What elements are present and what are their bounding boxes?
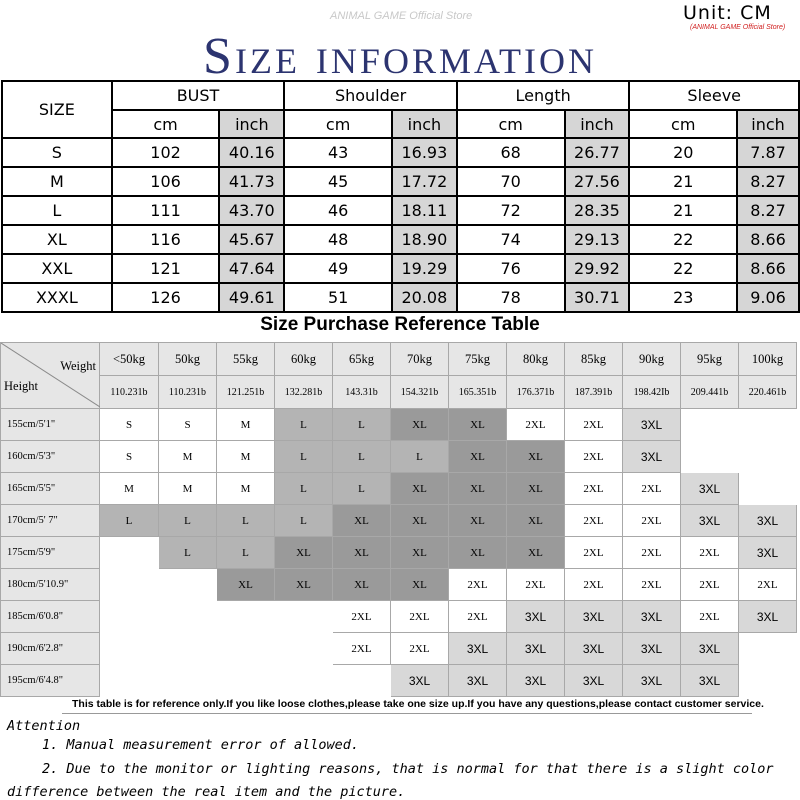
empty-cell xyxy=(159,665,217,697)
weight-kg-header: 85kg xyxy=(565,343,623,376)
height-row xyxy=(1,633,797,665)
inch-value: 26.77 xyxy=(565,138,630,167)
unit-header-inch: inch xyxy=(219,110,284,138)
size-recommendation: 3XL xyxy=(681,665,739,697)
cm-value: 76 xyxy=(457,254,565,283)
cm-value: 106 xyxy=(112,167,220,196)
size-recommendation: XL xyxy=(449,441,507,473)
weight-lb-header: 220.461b xyxy=(739,376,797,409)
empty-cell xyxy=(275,633,333,665)
size-recommendation: XL xyxy=(449,473,507,505)
corner-weight-label: Weight xyxy=(60,359,96,373)
size-recommendation: L xyxy=(333,409,391,441)
size-recommendation: L xyxy=(333,441,391,473)
cm-value: 74 xyxy=(457,225,565,254)
size-recommendation: L xyxy=(275,441,333,473)
size-recommendation: 3XL xyxy=(623,409,681,441)
height-row xyxy=(1,537,797,569)
empty-cell xyxy=(100,601,159,633)
weight-kg-header: 65kg xyxy=(333,343,391,376)
size-recommendation: XL xyxy=(449,409,507,441)
size-label: M xyxy=(2,167,112,196)
size-recommendation: 2XL xyxy=(333,601,391,633)
cm-value: 70 xyxy=(457,167,565,196)
weight-lb-header: 143.31b xyxy=(333,376,391,409)
size-row xyxy=(2,254,799,283)
cm-value: 22 xyxy=(629,254,737,283)
size-recommendation: XL xyxy=(391,473,449,505)
size-recommendation: M xyxy=(217,473,275,505)
cm-value: 116 xyxy=(112,225,220,254)
unit-header-cm: cm xyxy=(112,110,220,138)
measure-group-header: Sleeve xyxy=(629,81,799,110)
size-recommendation: S xyxy=(100,441,159,473)
empty-cell xyxy=(739,409,797,441)
size-recommendation: 3XL xyxy=(739,505,797,537)
size-recommendation: XL xyxy=(507,473,565,505)
size-recommendation: 3XL xyxy=(623,633,681,665)
inch-value: 20.08 xyxy=(392,283,457,312)
size-recommendation: 2XL xyxy=(681,601,739,633)
size-recommendation: XL xyxy=(449,505,507,537)
height-row xyxy=(1,473,797,505)
size-recommendation: M xyxy=(217,409,275,441)
size-recommendation: 2XL xyxy=(565,409,623,441)
size-recommendation: 2XL xyxy=(449,601,507,633)
empty-cell xyxy=(275,665,333,697)
height-row xyxy=(1,441,797,473)
size-recommendation: 2XL xyxy=(333,633,391,665)
weight-lb-header: 187.391b xyxy=(565,376,623,409)
size-recommendation: 2XL xyxy=(449,569,507,601)
weight-kg-header: <50kg xyxy=(100,343,159,376)
cm-value: 121 xyxy=(112,254,220,283)
size-recommendation: S xyxy=(159,409,217,441)
size-recommendation: M xyxy=(159,441,217,473)
size-recommendation: XL xyxy=(217,569,275,601)
size-label: S xyxy=(2,138,112,167)
size-recommendation: 3XL xyxy=(449,665,507,697)
size-recommendation: XL xyxy=(507,505,565,537)
height-label: 170cm/5' 7" xyxy=(1,505,100,537)
cm-value: 49 xyxy=(284,254,392,283)
weight-lb-header: 209.441b xyxy=(681,376,739,409)
size-recommendation: 2XL xyxy=(507,409,565,441)
weight-kg-header: 100kg xyxy=(739,343,797,376)
unit-header-inch: inch xyxy=(565,110,630,138)
size-recommendation: L xyxy=(333,473,391,505)
size-recommendation: 3XL xyxy=(681,505,739,537)
size-recommendation: 2XL xyxy=(623,569,681,601)
size-row xyxy=(2,138,799,167)
cm-value: 102 xyxy=(112,138,220,167)
inch-value: 43.70 xyxy=(219,196,284,225)
height-label: 185cm/6'0.8" xyxy=(1,601,100,633)
empty-cell xyxy=(333,665,391,697)
empty-cell xyxy=(100,537,159,569)
size-recommendation: XL xyxy=(391,569,449,601)
size-recommendation: XL xyxy=(391,409,449,441)
cm-value: 21 xyxy=(629,167,737,196)
weight-kg-header: 90kg xyxy=(623,343,681,376)
inch-value: 30.71 xyxy=(565,283,630,312)
height-label: 190cm/6'2.8" xyxy=(1,633,100,665)
cm-value: 23 xyxy=(629,283,737,312)
size-recommendation: 3XL xyxy=(391,665,449,697)
empty-cell xyxy=(681,441,739,473)
size-recommendation: M xyxy=(159,473,217,505)
weight-kg-header: 80kg xyxy=(507,343,565,376)
size-recommendation: 2XL xyxy=(391,601,449,633)
weight-kg-header: 55kg xyxy=(217,343,275,376)
weight-lb-header: 165.351b xyxy=(449,376,507,409)
cm-value: 22 xyxy=(629,225,737,254)
size-row xyxy=(2,167,799,196)
inch-value: 19.29 xyxy=(392,254,457,283)
weight-lb-header: 176.371b xyxy=(507,376,565,409)
size-header: SIZE xyxy=(2,81,112,138)
size-recommendation: 2XL xyxy=(623,537,681,569)
height-label: 180cm/5'10.9" xyxy=(1,569,100,601)
size-recommendation: XL xyxy=(507,537,565,569)
size-row xyxy=(2,225,799,254)
weight-lb-header: 198.42Ib xyxy=(623,376,681,409)
size-recommendation: 3XL xyxy=(449,633,507,665)
attention-item-2-continued: difference between the real item and the picture. xyxy=(7,784,406,800)
size-recommendation: XL xyxy=(391,537,449,569)
cm-value: 78 xyxy=(457,283,565,312)
size-recommendation: 3XL xyxy=(507,665,565,697)
size-recommendation: 2XL xyxy=(565,569,623,601)
size-recommendation: 2XL xyxy=(391,633,449,665)
inch-value: 27.56 xyxy=(565,167,630,196)
size-recommendation: L xyxy=(275,409,333,441)
inch-value: 49.61 xyxy=(219,283,284,312)
inch-value: 47.64 xyxy=(219,254,284,283)
measure-group-header: Shoulder xyxy=(284,81,457,110)
inch-value: 18.11 xyxy=(392,196,457,225)
size-recommendation: 2XL xyxy=(565,473,623,505)
size-recommendation: L xyxy=(217,505,275,537)
size-recommendation: 3XL xyxy=(507,633,565,665)
cm-value: 68 xyxy=(457,138,565,167)
inch-value: 41.73 xyxy=(219,167,284,196)
size-label: XXL xyxy=(2,254,112,283)
inch-value: 8.27 xyxy=(737,196,799,225)
cm-value: 46 xyxy=(284,196,392,225)
size-label: XL xyxy=(2,225,112,254)
weight-lb-header: 121.251b xyxy=(217,376,275,409)
unit-header-inch: inch xyxy=(392,110,457,138)
size-recommendation: L xyxy=(100,505,159,537)
size-recommendation: 3XL xyxy=(565,665,623,697)
empty-cell xyxy=(100,569,159,601)
reference-table xyxy=(0,342,797,697)
height-row xyxy=(1,409,797,441)
size-recommendation: 2XL xyxy=(623,473,681,505)
empty-cell xyxy=(739,441,797,473)
inch-value: 18.90 xyxy=(392,225,457,254)
unit-header-cm: cm xyxy=(457,110,565,138)
size-recommendation: XL xyxy=(333,537,391,569)
size-recommendation: 3XL xyxy=(623,665,681,697)
empty-cell xyxy=(217,633,275,665)
weight-kg-header: 75kg xyxy=(449,343,507,376)
height-label: 165cm/5'5" xyxy=(1,473,100,505)
inch-value: 8.66 xyxy=(737,225,799,254)
size-recommendation: XL xyxy=(275,537,333,569)
size-recommendation: 2XL xyxy=(681,537,739,569)
weight-height-corner xyxy=(1,343,100,409)
size-label: L xyxy=(2,196,112,225)
size-recommendation: XL xyxy=(507,441,565,473)
weight-kg-header: 70kg xyxy=(391,343,449,376)
weight-kg-header: 95kg xyxy=(681,343,739,376)
cm-value: 111 xyxy=(112,196,220,225)
weight-lb-header: 132.281b xyxy=(275,376,333,409)
inch-value: 28.35 xyxy=(565,196,630,225)
size-recommendation: M xyxy=(100,473,159,505)
height-label: 155cm/5'1" xyxy=(1,409,100,441)
unit-header-inch: inch xyxy=(737,110,799,138)
cm-value: 48 xyxy=(284,225,392,254)
size-recommendation: M xyxy=(217,441,275,473)
corner-diagonal xyxy=(1,343,100,407)
cm-value: 21 xyxy=(629,196,737,225)
inch-value: 16.93 xyxy=(392,138,457,167)
size-recommendation: 3XL xyxy=(565,633,623,665)
size-row xyxy=(2,283,799,312)
size-recommendation: L xyxy=(159,537,217,569)
size-recommendation: XL xyxy=(391,505,449,537)
size-label: XXXL xyxy=(2,283,112,312)
size-recommendation: 2XL xyxy=(623,505,681,537)
size-recommendation: 2XL xyxy=(565,537,623,569)
reference-note: This table is for reference only.If you like loose clothes,please take one size up.If you have any questions,please contact customer service. xyxy=(72,698,764,710)
height-row xyxy=(1,665,797,697)
height-row xyxy=(1,569,797,601)
size-recommendation: L xyxy=(159,505,217,537)
inch-value: 45.67 xyxy=(219,225,284,254)
height-row xyxy=(1,505,797,537)
empty-cell xyxy=(100,665,159,697)
unit-header-cm: cm xyxy=(284,110,392,138)
size-table xyxy=(1,80,800,313)
measure-group-header: BUST xyxy=(112,81,285,110)
size-recommendation: XL xyxy=(333,505,391,537)
size-recommendation: L xyxy=(275,473,333,505)
height-label: 175cm/5'9" xyxy=(1,537,100,569)
inch-value: 9.06 xyxy=(737,283,799,312)
inch-value: 8.27 xyxy=(737,167,799,196)
size-row xyxy=(2,196,799,225)
size-recommendation: 2XL xyxy=(565,505,623,537)
empty-cell xyxy=(217,601,275,633)
cm-value: 51 xyxy=(284,283,392,312)
size-recommendation: 3XL xyxy=(565,601,623,633)
size-recommendation: 2XL xyxy=(507,569,565,601)
empty-cell xyxy=(159,633,217,665)
size-recommendation: 3XL xyxy=(623,441,681,473)
inch-value: 29.13 xyxy=(565,225,630,254)
weight-lb-header: 110.231b xyxy=(159,376,217,409)
height-label: 160cm/5'3" xyxy=(1,441,100,473)
attention-heading: Attention xyxy=(7,718,81,734)
size-recommendation: 3XL xyxy=(739,537,797,569)
cm-value: 45 xyxy=(284,167,392,196)
size-recommendation: L xyxy=(391,441,449,473)
inch-value: 29.92 xyxy=(565,254,630,283)
size-recommendation: 3XL xyxy=(681,473,739,505)
watermark: ANIMAL GAME Official Store xyxy=(330,10,473,22)
reference-table-title: Size Purchase Reference Table xyxy=(260,314,540,335)
empty-cell xyxy=(217,665,275,697)
attention-item-2: 2. Due to the monitor or lighting reasons, that is normal for that there is a slight color xyxy=(42,761,774,777)
weight-lb-header: 154.321b xyxy=(391,376,449,409)
attention-item-1: 1. Manual measurement error of allowed. xyxy=(42,737,359,753)
size-recommendation: XL xyxy=(333,569,391,601)
size-recommendation: L xyxy=(217,537,275,569)
size-recommendation: S xyxy=(100,409,159,441)
empty-cell xyxy=(100,633,159,665)
empty-cell xyxy=(275,601,333,633)
note-divider xyxy=(62,713,752,714)
weight-kg-header: 50kg xyxy=(159,343,217,376)
unit-label: Unit: CM xyxy=(683,2,772,24)
size-recommendation: 3XL xyxy=(739,601,797,633)
page-title: Size information xyxy=(203,28,597,85)
size-recommendation: 2XL xyxy=(739,569,797,601)
weight-lb-header: 110.231b xyxy=(100,376,159,409)
weight-kg-header: 60kg xyxy=(275,343,333,376)
height-label: 195cm/6'4.8" xyxy=(1,665,100,697)
cm-value: 126 xyxy=(112,283,220,312)
inch-value: 17.72 xyxy=(392,167,457,196)
size-recommendation: 2XL xyxy=(681,569,739,601)
size-recommendation: 3XL xyxy=(507,601,565,633)
store-note: (ANIMAL GAME Official Store) xyxy=(690,24,786,31)
empty-cell xyxy=(739,633,797,665)
empty-cell xyxy=(739,473,797,505)
height-row xyxy=(1,601,797,633)
cm-value: 72 xyxy=(457,196,565,225)
cm-value: 20 xyxy=(629,138,737,167)
empty-cell xyxy=(159,601,217,633)
empty-cell xyxy=(681,409,739,441)
inch-value: 7.87 xyxy=(737,138,799,167)
size-recommendation: 3XL xyxy=(681,633,739,665)
empty-cell xyxy=(739,665,797,697)
size-recommendation: 3XL xyxy=(623,601,681,633)
empty-cell xyxy=(159,569,217,601)
size-recommendation: L xyxy=(275,505,333,537)
size-recommendation: XL xyxy=(275,569,333,601)
unit-header-cm: cm xyxy=(629,110,737,138)
cm-value: 43 xyxy=(284,138,392,167)
size-recommendation: XL xyxy=(449,537,507,569)
corner-height-label: Height xyxy=(4,379,39,393)
measure-group-header: Length xyxy=(457,81,630,110)
inch-value: 8.66 xyxy=(737,254,799,283)
size-recommendation: 2XL xyxy=(565,441,623,473)
inch-value: 40.16 xyxy=(219,138,284,167)
